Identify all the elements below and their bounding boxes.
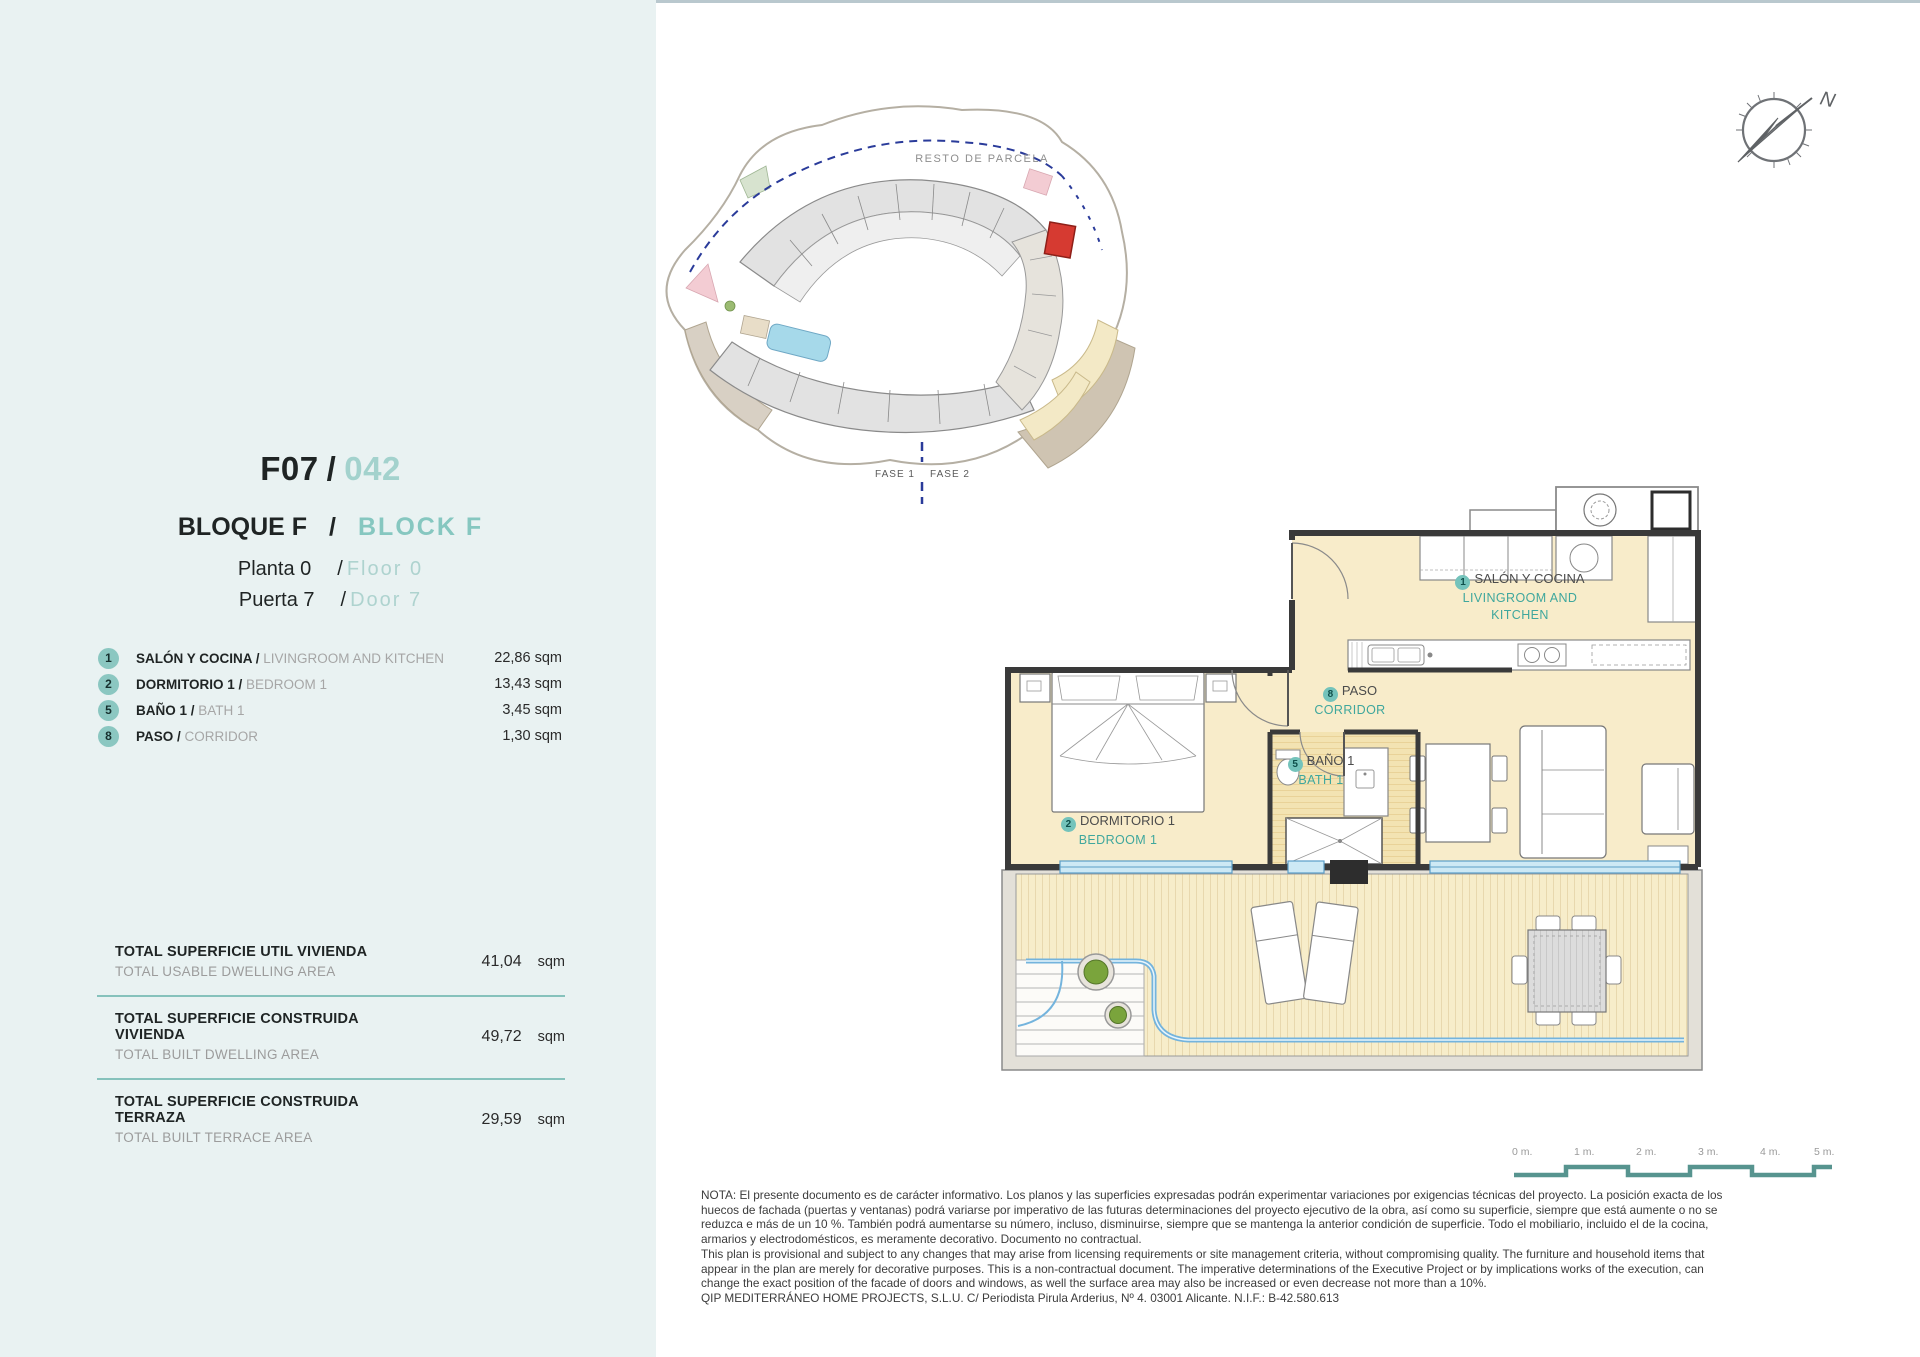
- scale-tick-label: 5 m.: [1814, 1146, 1835, 1158]
- legal-line: armarios y electrodomésticos, es meramente decorativo. Documento no contractual.: [701, 1232, 1142, 1247]
- kitchen-counter: [1348, 640, 1690, 670]
- room-number-badge: 5: [1288, 757, 1303, 772]
- unit-code: F07: [260, 450, 319, 487]
- room-label-en: LIVINGROOM AND: [1462, 591, 1578, 605]
- room-label-en: BATH 1: [1298, 773, 1344, 787]
- shower: [1286, 818, 1382, 864]
- floor-plan-label-bath: [1256, 752, 1386, 789]
- block-title: [58, 513, 603, 542]
- utility-box: [1652, 492, 1690, 529]
- scale-tick-label: 3 m.: [1698, 1146, 1719, 1158]
- room-row-corridor: [98, 723, 562, 749]
- total-label-es: TOTAL SUPERFICIE CONSTRUIDA VIVIENDA: [115, 1011, 359, 1043]
- nightstand: [1020, 674, 1050, 702]
- planter-small: [1105, 1002, 1131, 1028]
- room-name-es: SALÓN Y COCINA: [136, 650, 253, 666]
- floor-plan-label-bedroom: [1028, 812, 1208, 849]
- room-area-value: 1,30: [502, 728, 531, 744]
- floor-plan: [1000, 412, 1710, 1084]
- room-label-es: SALÓN Y COCINA: [1474, 571, 1585, 586]
- room-number-badge: 1: [98, 648, 119, 669]
- outdoor-dining-set: [1512, 916, 1621, 1025]
- room-area-value: 22,86: [494, 650, 531, 666]
- floor-separator: /: [337, 558, 343, 580]
- outdoor-chair: [1572, 916, 1596, 931]
- legal-note: [701, 1188, 1861, 1306]
- compass-needle-line: [1776, 98, 1812, 126]
- room-name-separator: /: [173, 728, 185, 744]
- total-built-terrace-area: [97, 1080, 565, 1161]
- north-compass-icon: [1716, 68, 1866, 193]
- floor-plan-label-living: [1418, 570, 1622, 624]
- unit-separator: /: [326, 450, 337, 487]
- room-row-bath: [98, 697, 562, 723]
- room-number-badge: 2: [98, 674, 119, 695]
- total-value: 29,59: [481, 1110, 522, 1128]
- scale-tick-label: 2 m.: [1636, 1146, 1657, 1158]
- room-number-badge: 8: [1323, 687, 1338, 702]
- floor-es: Planta 0: [237, 558, 312, 580]
- totals-section: [97, 930, 565, 1161]
- armchair: [1642, 764, 1694, 834]
- sofa: [1520, 726, 1606, 858]
- total-usable-area: [97, 930, 565, 995]
- unit-number: 042: [344, 450, 401, 487]
- total-label-en: TOTAL BUILT DWELLING AREA: [115, 1047, 320, 1062]
- door-row: [58, 589, 603, 612]
- legal-line: huecos de fachada (puertas y ventanas) podrá variarse por imperativo de las futuras determinaciones del proyecto ejecutivo de la obra, así como su superficie, siempre que está aumente o no se: [701, 1202, 1718, 1217]
- fase-1-label: FASE 1: [875, 469, 915, 480]
- room-label-es: DORMITORIO 1: [1079, 813, 1176, 828]
- scale-tick-label: 4 m.: [1760, 1146, 1781, 1158]
- planter-large: [1078, 954, 1114, 990]
- total-label-es: TOTAL SUPERFICIE UTIL VIVIENDA: [115, 944, 368, 960]
- room-name-separator: /: [187, 702, 199, 718]
- room-label-en: CORRIDOR: [1314, 703, 1386, 717]
- resto-de-parcela-label: RESTO DE PARCELA: [915, 153, 1049, 165]
- total-value: 41,04: [481, 952, 522, 970]
- total-unit: sqm: [537, 953, 565, 970]
- room-name-es: DORMITORIO 1: [136, 676, 235, 692]
- total-label-en: TOTAL BUILT TERRACE AREA: [115, 1130, 313, 1145]
- room-name-en: CORRIDOR: [184, 728, 259, 744]
- total-value: 49,72: [481, 1027, 522, 1045]
- terrace-door-threshold: [1330, 860, 1368, 884]
- room-label-en: KITCHEN: [1491, 608, 1549, 622]
- room-name-separator: /: [234, 676, 247, 692]
- legal-line: appear in the plan are merely for decorative purposes. This is a non-contractual document. The imperative determinations of the Executive Project or by implications works of the execution, can: [701, 1261, 1704, 1276]
- total-label-en: TOTAL USABLE DWELLING AREA: [115, 964, 336, 979]
- fase-2-label: FASE 2: [930, 469, 970, 480]
- room-area-value: 3,45: [502, 702, 531, 718]
- door-separator: /: [340, 589, 347, 611]
- room-name-es: PASO: [136, 728, 174, 744]
- legal-company-line: QIP MEDITERRÁNEO HOME PROJECTS, S.L.U. C/ Periodista Pirula Arderius, Nº 4. 03001 Alicante. N.I.F.: B-42.580.613: [701, 1290, 1340, 1305]
- outdoor-table: [1528, 930, 1606, 1012]
- scale-tick-label: 0 m.: [1512, 1146, 1533, 1158]
- room-area-unit: sqm: [534, 728, 562, 744]
- dining-chair: [1492, 808, 1507, 833]
- room-list: [98, 645, 562, 749]
- scale-bar-line: [1514, 1167, 1832, 1175]
- room-name-en: BEDROOM 1: [246, 676, 328, 692]
- scale-tick-label: 1 m.: [1574, 1146, 1595, 1158]
- block-separator: /: [329, 513, 336, 541]
- total-unit: sqm: [537, 1111, 565, 1128]
- floor-row: [58, 558, 603, 581]
- highlighted-unit-marker: [1044, 222, 1075, 258]
- terrace: [1002, 870, 1702, 1070]
- outdoor-chair: [1606, 956, 1621, 984]
- dining-chair: [1492, 756, 1507, 781]
- legal-line: change the exact position of the facade of doors and windows, as well the surface area may also be increased or even decrease not more than a 10%.: [701, 1276, 1487, 1291]
- tree: [725, 301, 735, 311]
- total-unit: sqm: [537, 1028, 565, 1045]
- room-area-unit: sqm: [534, 702, 562, 718]
- room-number-badge: 2: [1061, 817, 1076, 832]
- room-number-badge: 5: [98, 700, 119, 721]
- block-en: BLOCK F: [358, 513, 484, 541]
- room-number-badge: 1: [1455, 575, 1470, 590]
- legal-line: This plan is provisional and subject to any changes that may arise from licensing requirements or site management criteria, without compromising quality. The furniture and household items that: [701, 1246, 1705, 1261]
- north-label: N: [1817, 87, 1838, 113]
- room-name-en: BATH 1: [198, 702, 245, 718]
- floor-plan-drawing: [1000, 412, 1710, 1084]
- room-number-badge: 8: [98, 726, 119, 747]
- bed: [1052, 672, 1204, 812]
- room-label-es: PASO: [1341, 683, 1378, 698]
- outdoor-chair: [1512, 956, 1527, 984]
- floor-en: Floor 0: [346, 558, 424, 580]
- room-name-en: LIVINGROOM AND KITCHEN: [263, 650, 445, 666]
- room-label-es: BAÑO 1: [1306, 753, 1355, 768]
- legal-line: reduzca e más de un 10 %. También podrá aumentarse su número, incluso, disminuirse, siempre que se mantenga la anterior condición de superficie. Todo el mobiliario, incluido el de la cocina,: [701, 1217, 1709, 1232]
- room-name-es: BAÑO 1: [136, 702, 188, 718]
- laundry-closet: [1470, 487, 1698, 533]
- scale-bar: [1512, 1146, 1842, 1182]
- room-area-unit: sqm: [534, 676, 562, 692]
- room-area-unit: sqm: [534, 650, 562, 666]
- room-label-en: BEDROOM 1: [1078, 833, 1158, 847]
- floor-plan-label-corridor: [1283, 682, 1417, 719]
- info-sidebar: [0, 0, 656, 1357]
- block-es: BLOQUE F: [177, 513, 308, 541]
- room-row-bedroom: [98, 671, 562, 697]
- bath-window: [1288, 861, 1324, 873]
- outdoor-chair: [1536, 916, 1560, 931]
- total-built-dwelling-area: [97, 997, 565, 1078]
- dining-table: [1426, 744, 1490, 842]
- total-label-es: TOTAL SUPERFICIE CONSTRUIDA TERRAZA: [115, 1094, 359, 1126]
- room-area-value: 13,43: [494, 676, 531, 692]
- bedroom-furniture: [1020, 672, 1236, 812]
- room-name-separator: /: [252, 650, 264, 666]
- legal-line: NOTA: El presente documento es de carácter informativo. Los planos y las superficies expresadas podrán experimentar variaciones por exigencias técnicas del proyecto. La posición exacta de los: [701, 1188, 1723, 1202]
- door-en: Door 7: [350, 589, 423, 611]
- room-row-livingroom: [98, 645, 562, 671]
- nightstand: [1206, 674, 1236, 702]
- door-es: Puerta 7: [238, 589, 315, 611]
- unit-title: [58, 450, 603, 488]
